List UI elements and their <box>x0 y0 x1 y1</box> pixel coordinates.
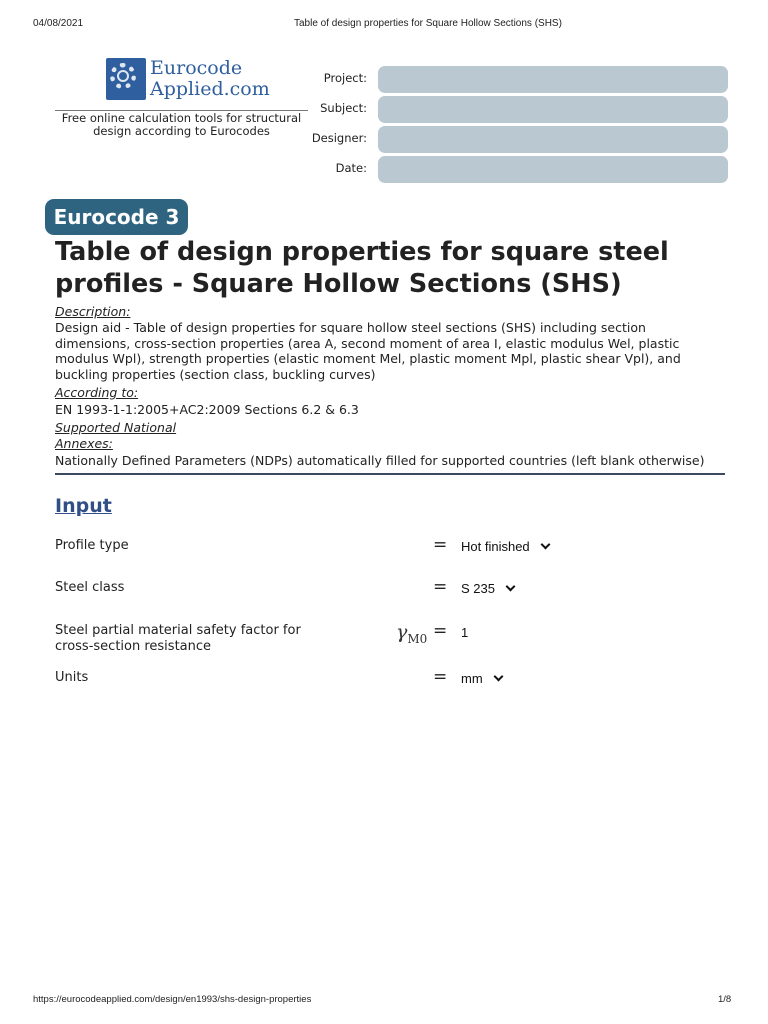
profile-type-value: Hot finished <box>461 539 530 554</box>
units-label: Units <box>55 670 89 685</box>
eurocode-badge: Eurocode 3 <box>45 199 188 235</box>
designer-input[interactable] <box>378 126 728 153</box>
annex-label-1: Supported National <box>55 420 177 435</box>
gamma-symbol: γ <box>396 621 408 643</box>
gamma-m0-input[interactable]: 1 <box>461 625 469 640</box>
input-heading: Input <box>55 495 112 517</box>
date-input[interactable] <box>378 156 728 183</box>
designer-label: Designer: <box>311 131 367 145</box>
steel-class-select[interactable] <box>461 581 514 596</box>
logo-line-2: Applied.com <box>150 78 270 100</box>
date-label: Date: <box>335 161 367 175</box>
subject-input[interactable] <box>378 96 728 123</box>
chevron-down-icon <box>506 582 516 592</box>
tagline: Free online calculation tools for structural design according to Eurocodes <box>61 111 302 138</box>
according-text: EN 1993-1-1:2005+AC2:2009 Sections 6.2 & 6.3 <box>55 402 359 417</box>
section-divider <box>55 473 725 475</box>
print-date: 04/08/2021 <box>33 18 84 29</box>
annex-label-2: Annexes: <box>55 436 113 451</box>
description-text: Design aid - Table of design properties for square hollow steel sections (SHS) including section dimensions, cross-section properties (area A, second moment of area I, elastic modulus Wel, plastic modulus Wpl), strength properties (elastic moment Mel, plastic moment Mpl, plastic shear Vpl), and buckling properties (section class, buckling curves) <box>55 320 681 382</box>
units-select[interactable] <box>461 671 502 686</box>
project-input[interactable] <box>378 66 728 93</box>
gamma-label-line-2: cross-section resistance <box>55 639 212 654</box>
logo-text[interactable] <box>150 58 270 100</box>
gamma-m0-symbol <box>396 621 427 646</box>
gear-center-icon <box>117 70 129 82</box>
equals-sign: = <box>433 577 448 597</box>
profile-type-select[interactable] <box>461 539 549 554</box>
steel-class-label: Steel class <box>55 580 125 595</box>
footer-url[interactable]: https://eurocodeapplied.com/design/en1993/shs-design-properties <box>33 994 312 1005</box>
equals-sign: = <box>433 535 448 555</box>
logo-line-1: Eurocode <box>150 57 243 79</box>
page-title: Table of design properties for square steel profiles - Square Hollow Sections (SHS) <box>55 237 669 299</box>
chevron-down-icon <box>493 672 503 682</box>
units-value: mm <box>461 671 483 686</box>
footer-page-number: 1/8 <box>718 994 732 1005</box>
equals-sign: = <box>433 621 448 641</box>
annex-text: Nationally Defined Parameters (NDPs) automatically filled for supported countries (left blank otherwise) <box>55 453 705 468</box>
chevron-down-icon <box>540 540 550 550</box>
gamma-label-line-1: Steel partial material safety factor for <box>55 623 301 638</box>
equals-sign: = <box>433 667 448 687</box>
gamma-label <box>55 623 355 655</box>
print-page-title: Table of design properties for Square Hollow Sections (SHS) <box>294 18 562 29</box>
project-label: Project: <box>323 71 367 85</box>
gamma-subscript: M0 <box>407 631 428 646</box>
description-label: Description: <box>55 304 131 319</box>
subject-label: Subject: <box>320 101 367 115</box>
according-label: According to: <box>55 385 139 400</box>
profile-type-label: Profile type <box>55 538 129 553</box>
steel-class-value: S 235 <box>461 581 495 596</box>
